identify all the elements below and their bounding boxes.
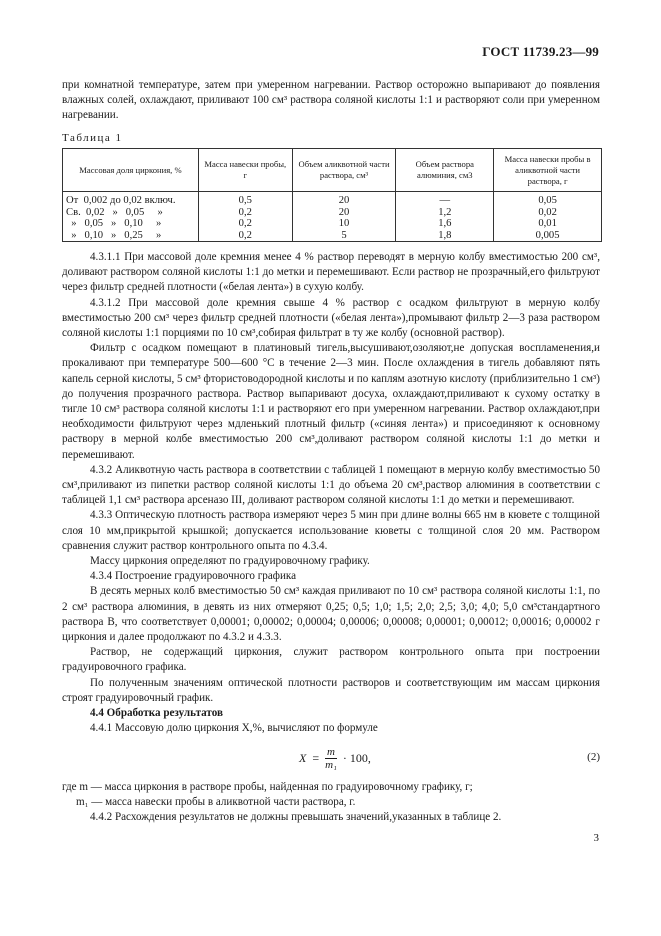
paragraph-control: Раствор, не содержащий циркония, служит раствором контрольного опыта при построении градуировочного графика. — [62, 646, 600, 674]
intro-paragraph: при комнатной температуре, затем при умеренном нагревании. Раствор осторожно выпаривают до появления влажных солей, охлаждают, приливают 100 см³ раствора соляной кислоты 1:1 и растворяют соли при умеренном нагревании. — [62, 79, 600, 122]
table-row — [63, 230, 602, 242]
intro-text-block — [62, 78, 600, 124]
table-cell: 0,5 — [198, 192, 292, 207]
paragraph-4-3-1-1: 4.3.1.1 При массовой доле кремния менее 4 % раствор переводят в мерную колбу вместимостью 200 см³, доливают раствором соляной кислоты 1:1 до метки и перемешивают. Если раствор не прозрачный,его фильтруют через фильтр средней плотности («белая лента») в сухую колбу. — [62, 251, 600, 294]
table-cell: Св. 0,02 » 0,05 » — [63, 207, 199, 219]
table-header-cell: Объем раствора алюминия, см3 — [396, 149, 494, 192]
formula-2 — [62, 742, 600, 776]
formula-denominator: m₁ — [325, 759, 337, 771]
table-cell: 1,8 — [396, 230, 494, 242]
table-cell: 1,6 — [396, 218, 494, 230]
formula-number: (2) — [587, 751, 600, 763]
table-row — [63, 218, 602, 230]
table-cell: 0,02 — [494, 207, 602, 219]
formula-tail: · 100, — [342, 751, 371, 765]
table-cell: » 0,10 » 0,25 » — [63, 230, 199, 242]
paragraph-graph: По полученным значениям оптической плотности растворов и соответствующим им массам циркония строят градуировочный график. — [62, 676, 600, 704]
definition-m: где m — масса циркония в растворе пробы, найденная по градуировочному графику, г; — [62, 781, 473, 793]
table-header-row — [63, 149, 602, 192]
table-header-cell: Масса навески пробы в аликвотной части раствора, г — [494, 149, 602, 192]
formula-fraction — [323, 746, 339, 771]
table-header-cell: Объем аликвотной части раствора, см³ — [292, 149, 396, 192]
table-cell: 0,05 — [494, 192, 602, 207]
paragraph-4-3-4: В десять мерных колб вместимостью 50 см³ каждая приливают по 10 см³ раствора соляной кислоты 1:1, по 2 см³ раствора алюминия, в девять из них отмеряют 0,25; 0,5; 1,0; 1,5; 2,0; 2,5; 3,0; 4,0; 5,0 см³стандартного раствора В, что соответствует 0,00001; 0,00002; 0,00004; 0,00006; 0,00008; 0,00001; 0,00012; 0,00016; 0,00002 г циркония и далее продолжают по 4.3.2 и 4.3.3. — [62, 585, 600, 644]
formula-expression — [299, 746, 371, 771]
table-cell: 0,01 — [494, 218, 602, 230]
paragraph-4-4-2: 4.4.2 Расхождения результатов не должны превышать значений,указанных в таблице 2. — [90, 811, 502, 824]
paragraph-4-3-4-title: 4.3.4 Построение градуировочного графика — [90, 570, 297, 583]
main-text-block — [62, 250, 600, 737]
paragraph-4-3-3: 4.3.3 Оптическую плотность раствора измеряют через 5 мин при длине волны 665 нм в кювете с толщиной слоя 10 мм,прикрытой крышкой; допускается использование кюветы с толщиной слоя 20 мм. Раствором сравнения служит раствор контрольного опыта по 4.3.4. — [62, 509, 600, 552]
table-1 — [62, 148, 602, 242]
table-cell: 5 — [292, 230, 396, 242]
table-cell: 0,2 — [198, 230, 292, 242]
paragraph-filter: Фильтр с осадком помещают в платиновый тигель,высушивают,озоляют,не допуская воспламенения,и прокаливают при температуре 500—600 °С в течение 2—3 мин. После охлаждения в тигель добавляют пять капель серной кислоты, 5 см³ фтористоводородной кислоты и по каплям азотную кислоту (приблизительно 1 см³) до получения прозрачного раствора. Раствор выпаривают досуха, охлаждают,приливают к сухому остатку в тигле 10 см³ раствора соляной кислоты 1:1 и растворяют его при умеренном нагревании. Раствор охлаждают,при необходимости фильтруют через мдленький плотный фильтр («синяя лента») и присоединяют к основному раствору в мерной колбе вместимостью 200 см³,доливают раствором соляной кислоты 1:1 до метки и перемешивают. — [62, 342, 600, 461]
standard-header: ГОСТ 11739.23—99 — [482, 44, 599, 59]
table-cell: 0,2 — [198, 207, 292, 219]
table-cell: 1,2 — [396, 207, 494, 219]
paragraph-4-3-1-2: 4.3.1.2 При массовой доле кремния свыше 4 % раствор с осадком фильтруют в мерную колбу вместимостью 200 см³ через фильтр средней плотности («белая лента»),промывают фильтр 2—3 раза раствором соляной кислоты 1:1 порциями по 10 см³,собирая фильтрат в ту же колбу (основной раствор). — [62, 296, 600, 340]
table-cell: 20 — [292, 207, 396, 219]
table-header-cell: Массовая доля циркония, % — [63, 149, 199, 192]
table-cell: 0,2 — [198, 218, 292, 230]
table-row — [63, 207, 602, 219]
paragraph-4-3-2: 4.3.2 Аликвотную часть раствора в соответствии с таблицей 1 помещают в мерную колбу вместимостью 50 см³,приливают из пипетки раствор соляной кислоты 1:1 до объема 20 см³,раствор алюминия в соответствии с таблицей 1,1 см³ раствора арсеназо III, доливают раствором соляной кислоты 1:1 до метки и перемешивают. — [62, 463, 600, 507]
paragraph-mass: Массу циркония определяют по градуировочному графику. — [90, 555, 370, 568]
table-cell: 20 — [292, 192, 396, 207]
table-cell: » 0,05 » 0,10 » — [63, 218, 199, 230]
page-number: 3 — [593, 832, 599, 844]
paragraph-4-4-1: 4.4.1 Массовую долю циркония X,%, вычисляют по формуле — [90, 722, 378, 735]
table-row — [63, 192, 602, 207]
definition-m1: m₁ — масса навески пробы в аликвотной части раствора, г. — [76, 796, 356, 809]
table-cell: 0,005 — [494, 230, 602, 242]
table-header-cell: Масса навески пробы, г — [198, 149, 292, 192]
formula-numerator: m — [327, 746, 335, 758]
formula-lhs: X — [299, 751, 307, 765]
section-4-4-heading: 4.4 Обработка результатов — [90, 707, 223, 720]
table-caption: Таблица 1 — [62, 132, 123, 144]
formula-equals: = — [312, 751, 320, 765]
table-cell: От 0,002 до 0,02 включ. — [63, 192, 199, 207]
table-cell: — — [396, 192, 494, 207]
definitions-block — [62, 780, 600, 826]
table-cell: 10 — [292, 218, 396, 230]
